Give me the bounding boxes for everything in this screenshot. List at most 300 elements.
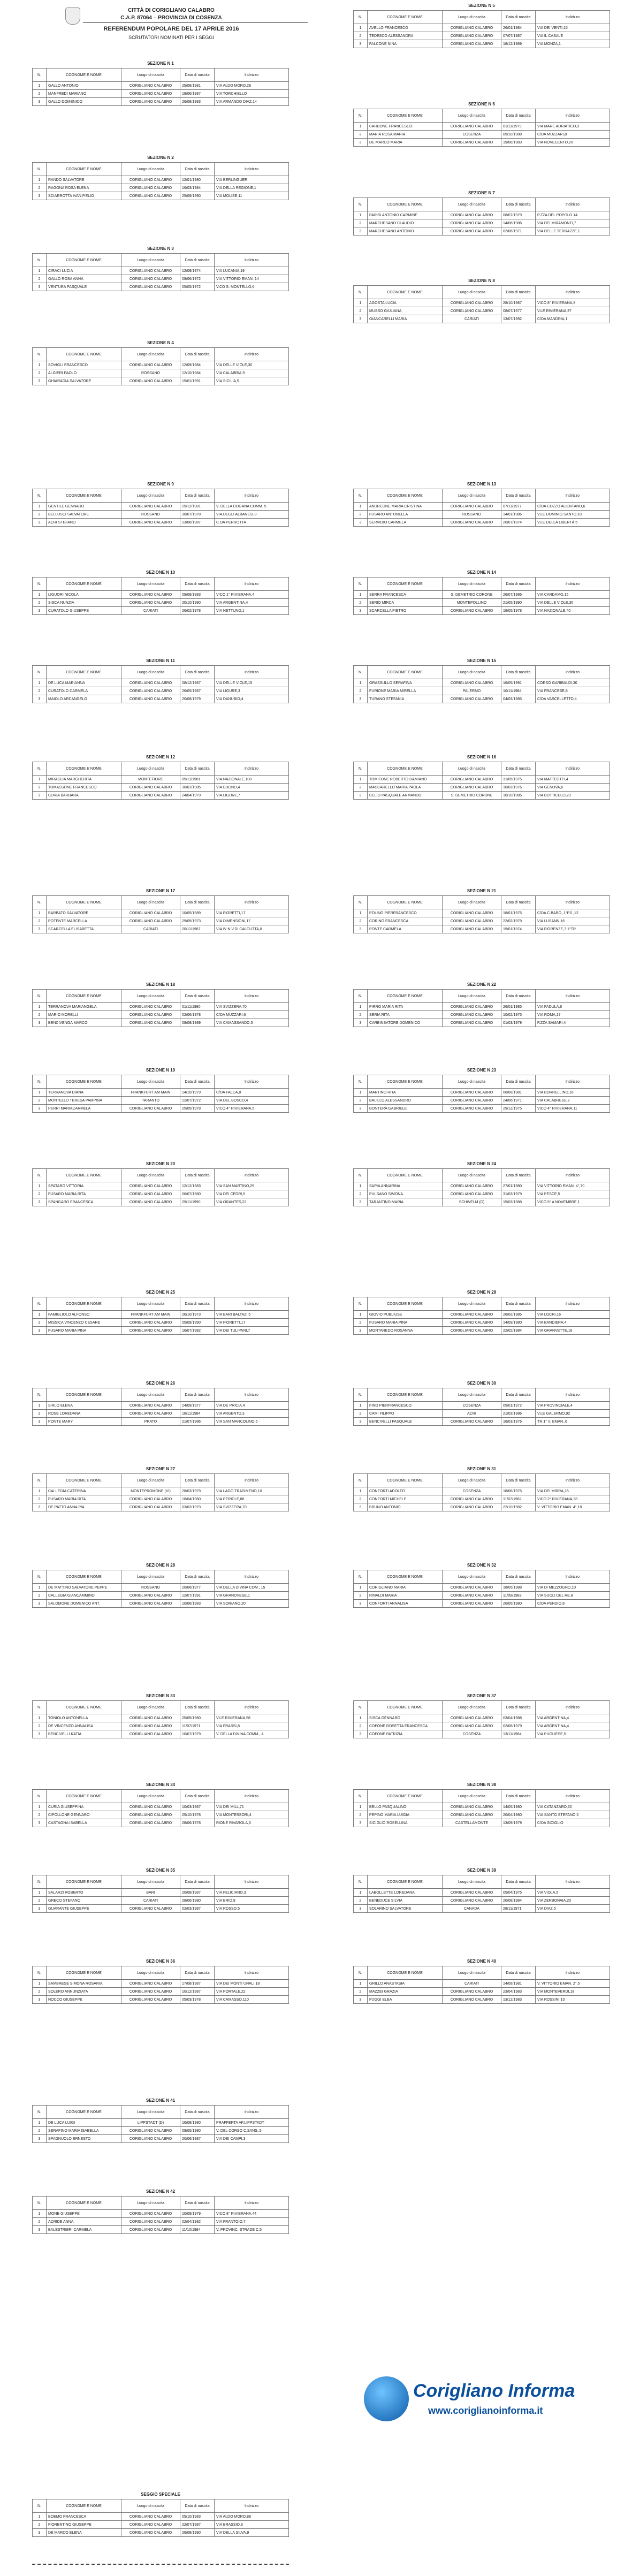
cell-n: 1: [354, 679, 368, 687]
col-address: Indirizzo: [215, 489, 289, 503]
col-place: Luogo di nascita: [443, 1388, 501, 1402]
table-row: [354, 1097, 610, 1105]
cell-n: 2: [33, 184, 47, 192]
cell-address: VIA MOLISE,11: [215, 192, 289, 200]
cell-n: 3: [33, 792, 47, 800]
col-n: N.: [33, 1701, 47, 1714]
cell-name: PULSANO SIMONA: [368, 1190, 443, 1198]
section-title: SEZIONE N 41: [146, 2098, 176, 2103]
table-row: [354, 1996, 610, 2004]
table-row: [354, 1311, 610, 1319]
col-date: Data di nascita: [180, 2106, 215, 2119]
table-row: [33, 1418, 289, 1426]
cell-place: CORIGLIANO CALABRO: [121, 599, 180, 607]
table-row: [33, 776, 289, 784]
col-place: Luogo di nascita: [121, 1875, 180, 1889]
cell-n: 3: [354, 315, 368, 323]
section-title: SEZIONE N 25: [146, 1290, 176, 1295]
cell-address: VIA DE PRICIA,4: [215, 1402, 289, 1410]
cell-address: V. VITTORIO EMAN. 2°,5: [536, 1980, 610, 1988]
cell-n: 1: [354, 1311, 368, 1319]
cell-place: SCHWELM (D): [443, 1198, 501, 1206]
col-date: Data di nascita: [180, 163, 215, 176]
cell-address: VIA SAN MARTINO,25: [215, 1182, 289, 1190]
cell-name: RANDO SALVATORE: [47, 176, 121, 184]
table-row: [354, 687, 610, 695]
section-table: [32, 1789, 289, 1827]
section-38: [353, 1782, 610, 1827]
cell-name: SPANGARO FRANCESCA: [47, 1198, 121, 1206]
table-row: [354, 1495, 610, 1503]
cell-place: TARANTO: [121, 1097, 180, 1105]
table-row: [33, 1327, 289, 1335]
col-date: Data di nascita: [180, 1169, 215, 1182]
table-row: [354, 1897, 610, 1905]
col-n: N.: [33, 1388, 47, 1402]
cell-address: VIA IL CASALE: [536, 32, 610, 40]
cell-place: CORIGLIANO CALABRO: [121, 1503, 180, 1511]
table-row: [33, 2521, 289, 2529]
cell-n: 1: [33, 1889, 47, 1897]
col-date: Data di nascita: [501, 286, 536, 299]
section-1: [32, 61, 289, 106]
col-address: Indirizzo: [536, 990, 610, 1003]
col-n: N.: [33, 1790, 47, 1803]
table-row: [354, 40, 610, 48]
cell-date: 11/10/1984: [180, 2226, 215, 2234]
cell-n: 1: [354, 1889, 368, 1897]
cell-place: CORIGLIANO CALABRO: [121, 1319, 180, 1327]
cell-date: 06/08/1981: [501, 1089, 536, 1097]
section-table: [32, 1168, 289, 1206]
cell-n: 2: [33, 2127, 47, 2135]
section-title: SEZIONE N 38: [467, 1782, 497, 1787]
cell-n: 2: [33, 90, 47, 98]
cell-place: CORIGLIANO CALABRO: [121, 1996, 180, 2004]
cell-address: VIA ARGENTINA,4: [536, 1722, 610, 1730]
section-title: SEZIONE N 32: [467, 1563, 497, 1568]
cell-name: PUGGI ELEA: [368, 1996, 443, 2004]
table-row: [354, 909, 610, 917]
section-table: [32, 577, 289, 615]
section-26: [32, 1381, 289, 1426]
cell-address: VIA DELLA SILVA,9: [215, 2529, 289, 2537]
col-address: Indirizzo: [215, 2499, 289, 2513]
cell-name: SOLERO ANNUNZIATA: [47, 1988, 121, 1996]
cell-n: 2: [354, 131, 368, 139]
section-table: [32, 1075, 289, 1113]
cell-n: 3: [354, 1019, 368, 1027]
cell-name: FUSARO MARIA RITA: [47, 1495, 121, 1503]
section-title: SEZIONE N 30: [467, 1381, 497, 1386]
col-place: Luogo di nascita: [443, 1966, 501, 1980]
section-table: [32, 1297, 289, 1335]
section-40: [353, 1959, 610, 2004]
table-row: [354, 1487, 610, 1495]
col-n: N.: [354, 896, 368, 909]
col-address: Indirizzo: [215, 254, 289, 267]
cell-place: CORIGLIANO CALABRO: [121, 1019, 180, 1027]
col-place: Luogo di nascita: [443, 1790, 501, 1803]
cell-date: 27/01/1980: [501, 1182, 536, 1190]
cell-place: CORIGLIANO CALABRO: [121, 1327, 180, 1335]
cell-address: VIA DI MEZZOGNO,10: [536, 1584, 610, 1592]
section-title: SEZIONE N 40: [467, 1959, 497, 1964]
table-row: [33, 361, 289, 369]
cell-address: V.LE DOMINIO SANTO,10: [536, 511, 610, 519]
table-row: [354, 1819, 610, 1827]
cell-name: BARBATO SALVATORE: [47, 909, 121, 917]
section-title: SEZIONE N 15: [467, 658, 497, 663]
cell-date: 20/06/1987: [180, 2135, 215, 2143]
cell-address: VIA DIMENSIONI,17: [215, 917, 289, 925]
cell-place: MONTEPROMONE (VI): [121, 1487, 180, 1495]
cell-place: CORIGLIANO CALABRO: [443, 211, 501, 219]
cell-n: 1: [354, 1487, 368, 1495]
cell-address: V. DEL CORSO C.SANS.,5: [215, 2127, 289, 2135]
cell-address: VIA DEI CAMPI,3: [215, 2135, 289, 2143]
cell-address: VIA LUSANN,16: [536, 917, 610, 925]
cell-n: 2: [354, 1811, 368, 1819]
cell-n: 3: [33, 2529, 47, 2537]
cell-name: CIRACI LUCIA: [47, 267, 121, 275]
cell-place: CORIGLIANO CALABRO: [121, 176, 180, 184]
cell-n: 1: [33, 679, 47, 687]
cell-date: 28/10/1987: [501, 299, 536, 307]
col-date: Data di nascita: [501, 198, 536, 211]
cell-date: 14/05/1980: [501, 1803, 536, 1811]
section-title: SEZIONE N 39: [467, 1868, 497, 1873]
col-name: COGNOME E NOME: [47, 990, 121, 1003]
cell-address: VIA PESCE,5: [536, 1190, 610, 1198]
cell-address: VICO 1° RIVIERANA,4: [215, 591, 289, 599]
special-table: [32, 2499, 289, 2537]
cell-address: VIA PUGLIESE,5: [536, 1730, 610, 1738]
section-title: SEZIONE N 18: [146, 982, 176, 987]
table-row: [354, 1402, 610, 1410]
col-name: COGNOME E NOME: [47, 2197, 121, 2210]
cell-n: 3: [33, 1730, 47, 1738]
cell-place: CORIGLIANO CALABRO: [443, 917, 501, 925]
col-n: N.: [354, 1875, 368, 1889]
cell-name: SOLARINO SALVATORE: [368, 1905, 443, 1913]
cell-date: 09/05/1980: [180, 2127, 215, 2135]
cell-date: 05/09/1990: [180, 1319, 215, 1327]
table-row: [33, 1503, 289, 1511]
cell-place: CORIGLIANO CALABRO: [121, 2210, 180, 2218]
col-n: N.: [33, 69, 47, 82]
col-address: Indirizzo: [215, 1297, 289, 1311]
cell-place: COSENZA: [443, 131, 501, 139]
table-row: [33, 1190, 289, 1198]
cell-n: 2: [33, 2218, 47, 2226]
site-logo[interactable]: [364, 2376, 631, 2425]
cell-name: SISCA NUNZIA: [47, 599, 121, 607]
section-table: [32, 347, 289, 385]
table-row: [354, 1730, 610, 1738]
cell-n: 3: [354, 1327, 368, 1335]
col-name: COGNOME E NOME: [47, 2499, 121, 2513]
cell-n: 1: [33, 776, 47, 784]
cell-name: BENEDUCE SILVIA: [368, 1897, 443, 1905]
cell-address: VIA BUONO,4: [215, 784, 289, 792]
col-n: N.: [33, 666, 47, 679]
cell-n: 2: [33, 1811, 47, 1819]
table-row: [354, 1105, 610, 1113]
cell-date: 05/10/1988: [501, 131, 536, 139]
cell-n: 3: [354, 1418, 368, 1426]
col-place: Luogo di nascita: [443, 577, 501, 591]
cell-place: ROSSANO: [121, 1584, 180, 1592]
table-row: [354, 32, 610, 40]
col-place: Luogo di nascita: [443, 1570, 501, 1584]
cell-name: COFONE ROSETTA FRANCESCA: [368, 1722, 443, 1730]
cell-name: CONFORTI MICHELE: [368, 1495, 443, 1503]
cell-place: CORIGLIANO CALABRO: [443, 1011, 501, 1019]
cell-address: C/DA PENDIO,8: [536, 1600, 610, 1608]
cell-date: 22/02/1984: [501, 1327, 536, 1335]
cell-place: CARIATI: [443, 315, 501, 323]
section-table: [353, 895, 610, 933]
col-address: Indirizzo: [536, 1966, 610, 1980]
cell-date: 09/08/1983: [180, 591, 215, 599]
section-table: [353, 1168, 610, 1206]
cell-place: CORIGLIANO CALABRO: [443, 32, 501, 40]
cell-place: CORIGLIANO CALABRO: [443, 1811, 501, 1819]
cell-date: 22/02/1979: [501, 917, 536, 925]
cell-address: VIA DEI VENTI,15: [536, 24, 610, 32]
cell-date: 08/06/1972: [180, 275, 215, 283]
cell-place: CORIGLIANO CALABRO: [443, 1495, 501, 1503]
cell-date: 05/11/1981: [180, 776, 215, 784]
col-date: Data di nascita: [180, 1570, 215, 1584]
table-row: [354, 1811, 610, 1819]
cell-place: CORIGLIANO CALABRO: [443, 1803, 501, 1811]
cell-n: 1: [33, 1714, 47, 1722]
cell-address: VIA BOTTICELLI,23: [536, 792, 610, 800]
table-row: [354, 307, 610, 315]
section-title: SEZIONE N 1: [147, 61, 174, 66]
cell-name: GALLO ANTONIO: [47, 82, 121, 90]
cell-n: 3: [33, 1198, 47, 1206]
col-date: Data di nascita: [180, 762, 215, 776]
col-place: Luogo di nascita: [121, 2197, 180, 2210]
cell-n: 2: [354, 1592, 368, 1600]
cell-date: 20/07/1974: [501, 519, 536, 527]
table-row: [33, 1584, 289, 1592]
table-row: [354, 1592, 610, 1600]
section-title: SEZIONE N 13: [467, 482, 497, 487]
cell-place: CORIGLIANO CALABRO: [121, 1905, 180, 1913]
col-n: N.: [33, 1297, 47, 1311]
section-title: SEZIONE N 9: [147, 482, 174, 487]
cell-n: 2: [354, 1897, 368, 1905]
cell-n: 3: [33, 1503, 47, 1511]
cell-date: 02/06/1971: [501, 227, 536, 235]
table-row: [33, 599, 289, 607]
col-name: COGNOME E NOME: [368, 990, 443, 1003]
cell-name: TOMIFONE ROBERTO DAMIANO: [368, 776, 443, 784]
cell-name: DE LUCA LUIGI: [47, 2119, 121, 2127]
cell-date: 08/07/1977: [501, 307, 536, 315]
cell-date: 18/05/1988: [501, 1584, 536, 1592]
table-row: [33, 98, 289, 106]
cell-name: FINO PIERFRANCESCO: [368, 1402, 443, 1410]
table-row: [354, 131, 610, 139]
section-title: SEZIONE N 10: [146, 570, 176, 575]
cell-date: 25/09/1990: [180, 192, 215, 200]
cell-name: BELLO PASQUALINO: [368, 1803, 443, 1811]
col-date: Data di nascita: [180, 666, 215, 679]
col-address: Indirizzo: [536, 1388, 610, 1402]
cell-place: CORIGLIANO CALABRO: [443, 776, 501, 784]
cell-place: COSENZA: [443, 1730, 501, 1738]
table-row: [33, 1097, 289, 1105]
cell-address: V.LE RIVIERANA,58: [215, 1714, 289, 1722]
cell-date: 14/09/1980: [501, 1319, 536, 1327]
cell-name: MARCHESANO CLAUDIO: [368, 219, 443, 227]
cell-name: TONIOLO ANTONELLA: [47, 1714, 121, 1722]
section-34: [32, 1782, 289, 1827]
cell-address: VICO 2° RIVIERANA,38: [536, 1495, 610, 1503]
table-row: [354, 1714, 610, 1722]
globe-icon: [364, 2376, 409, 2421]
cell-date: 11/07/1971: [180, 1722, 215, 1730]
table-row: [354, 511, 610, 519]
cell-n: 3: [33, 925, 47, 933]
col-n: N.: [33, 2197, 47, 2210]
cell-name: POTENTE MARCELLA: [47, 917, 121, 925]
section-title: SEZIONE N 36: [146, 1959, 176, 1964]
cell-place: ROSSANO: [121, 369, 180, 377]
cell-place: CORIGLIANO CALABRO: [121, 1730, 180, 1738]
cell-date: 10/03/1987: [180, 1803, 215, 1811]
table-row: [354, 1988, 610, 1996]
col-address: Indirizzo: [215, 1875, 289, 1889]
col-n: N.: [33, 2499, 47, 2513]
col-address: Indirizzo: [215, 69, 289, 82]
col-address: Indirizzo: [536, 1570, 610, 1584]
section-15: [353, 658, 610, 703]
cell-n: 2: [33, 599, 47, 607]
cell-place: CORIGLIANO CALABRO: [121, 377, 180, 385]
cell-address: VIA DEI TULIPANI,7: [215, 1327, 289, 1335]
table-row: [33, 176, 289, 184]
table-row: [354, 1410, 610, 1418]
table-row: [33, 90, 289, 98]
col-name: COGNOME E NOME: [47, 1701, 121, 1714]
col-n: N.: [354, 489, 368, 503]
table-row: [33, 1905, 289, 1913]
cell-name: ANDREONE MARIA CRISTINA: [368, 503, 443, 511]
cell-name: FIORENTINO GIUSEPPE: [47, 2521, 121, 2529]
col-date: Data di nascita: [180, 1075, 215, 1089]
cell-address: VIA DEI MILL,71: [215, 1803, 289, 1811]
cell-date: 21/03/1986: [501, 1410, 536, 1418]
cell-address: VIA MATTEOTTI,4: [536, 776, 610, 784]
table-row: [354, 519, 610, 527]
table-row: [33, 1819, 289, 1827]
cell-place: CORIGLIANO CALABRO: [121, 2226, 180, 2234]
cell-date: 01/11/1979: [501, 123, 536, 131]
col-place: Luogo di nascita: [443, 762, 501, 776]
section-title: SEZIONE N 14: [467, 570, 497, 575]
cell-place: PALERMO: [443, 687, 501, 695]
cell-date: 26/02/1978: [180, 607, 215, 615]
cell-n: 3: [33, 2226, 47, 2234]
cell-n: 1: [33, 1003, 47, 1011]
col-address: Indirizzo: [536, 666, 610, 679]
cell-address: VIA LIGURE,7: [215, 792, 289, 800]
section-title: SEZIONE N 35: [146, 1868, 176, 1873]
cell-n: 2: [33, 687, 47, 695]
col-date: Data di nascita: [501, 1169, 536, 1182]
col-n: N.: [354, 1388, 368, 1402]
cell-date: 28/11/1971: [501, 1905, 536, 1913]
cell-place: FRANKFURT AM MAIN: [121, 1089, 180, 1097]
table-row: [33, 82, 289, 90]
cell-place: CORIGLIANO CALABRO: [443, 1897, 501, 1905]
table-row: [354, 1889, 610, 1897]
col-name: COGNOME E NOME: [368, 666, 443, 679]
col-n: N.: [354, 1701, 368, 1714]
section-title: SEZIONE N 28: [146, 1563, 176, 1568]
cell-place: CORIGLIANO CALABRO: [121, 2218, 180, 2226]
cell-date: 20/05/1980: [501, 1600, 536, 1608]
cell-date: 26/01/1984: [501, 24, 536, 32]
col-date: Data di nascita: [180, 1701, 215, 1714]
cell-place: CORIGLIANO CALABRO: [443, 227, 501, 235]
col-place: Luogo di nascita: [121, 1169, 180, 1182]
col-address: Indirizzo: [536, 1169, 610, 1182]
table-row: [354, 917, 610, 925]
cell-name: PONTE MARY: [47, 1418, 121, 1426]
cell-place: S. DEMETRIO CORONE: [443, 591, 501, 599]
table-row: [33, 1714, 289, 1722]
cell-n: 2: [354, 599, 368, 607]
section-title: SEZIONE N 19: [146, 1068, 176, 1073]
section-title: SEZIONE N 21: [467, 888, 497, 893]
cell-name: MARIO MORELLI: [47, 1011, 121, 1019]
table-row: [33, 1730, 289, 1738]
col-address: Indirizzo: [536, 577, 610, 591]
cell-address: VIA LIGURE,3: [215, 687, 289, 695]
cell-n: 1: [33, 2513, 47, 2521]
cell-address: VIA MONTEVERDI,18: [536, 1988, 610, 1996]
cell-place: CORIGLIANO CALABRO: [443, 1418, 501, 1426]
cell-place: S. DEMETRIO CORONE: [443, 792, 501, 800]
cell-address: VIA IV N.V.DI CALCUTTA,8: [215, 925, 289, 933]
cell-name: SALARZI ROBERTO: [47, 1889, 121, 1897]
cell-name: DE LUCA MARIANNA: [47, 679, 121, 687]
cell-place: CORIGLIANO CALABRO: [121, 98, 180, 106]
logo-url[interactable]: www.coriglianoinforma.it: [428, 2405, 543, 2416]
col-date: Data di nascita: [180, 1297, 215, 1311]
col-name: COGNOME E NOME: [368, 1570, 443, 1584]
cell-date: 13/09/1979: [501, 1819, 536, 1827]
cell-date: 05/01/1972: [501, 1402, 536, 1410]
cell-address: VIA ORANTES,22: [215, 1198, 289, 1206]
cell-date: 10/02/1976: [501, 784, 536, 792]
col-address: Indirizzo: [536, 1701, 610, 1714]
cell-place: CORIGLIANO CALABRO: [121, 1410, 180, 1418]
cell-n: 1: [33, 1182, 47, 1190]
col-address: Indirizzo: [536, 198, 610, 211]
cell-n: 3: [33, 192, 47, 200]
table-row: [354, 1905, 610, 1913]
cell-n: 2: [33, 1190, 47, 1198]
cell-n: 1: [354, 1714, 368, 1722]
